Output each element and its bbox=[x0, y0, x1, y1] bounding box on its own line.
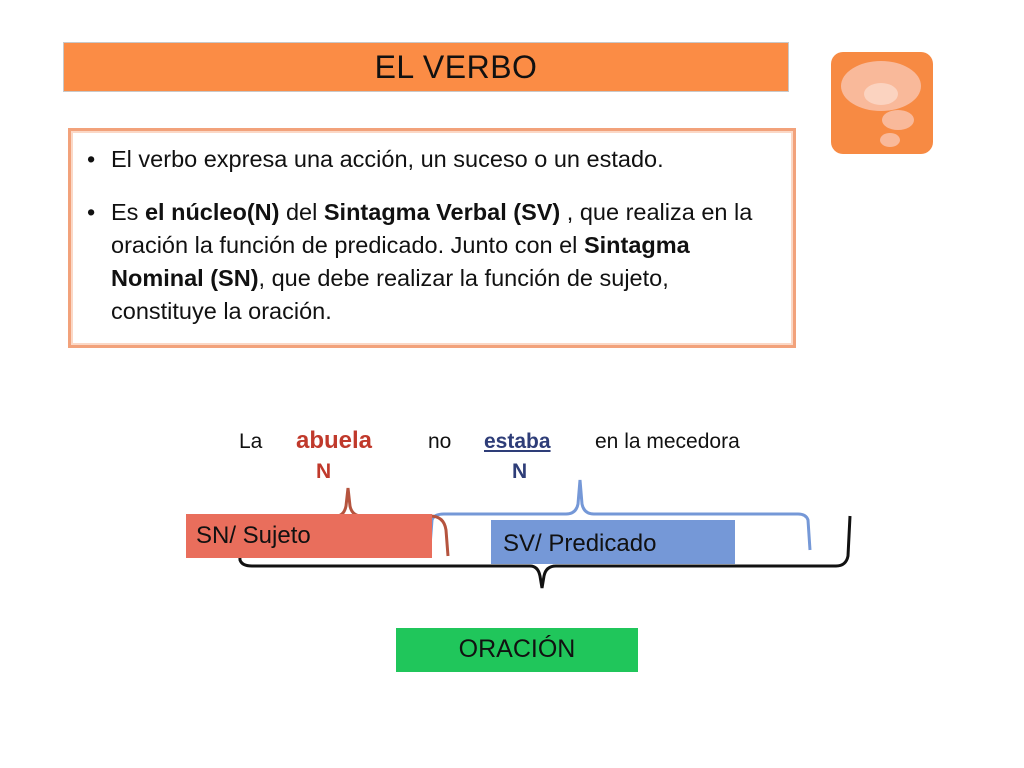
term-sintagma-verbal: Sintagma Verbal (SV) bbox=[323, 199, 561, 225]
sn-sujeto-box: SN/ Sujeto bbox=[186, 514, 432, 558]
nucleus-label-abuela: N bbox=[316, 460, 332, 483]
word-no: no bbox=[428, 430, 452, 453]
sv-predicado-box: SV/ Predicado bbox=[491, 520, 735, 564]
term-nucleo: el núcleo(N) bbox=[144, 199, 280, 225]
word-abuela: abuela bbox=[296, 427, 373, 454]
oracion-box: ORACIÓN bbox=[396, 628, 638, 672]
page-title: EL VERBO bbox=[374, 49, 538, 85]
term-sintagma-nominal: Sintagma Nominal (SN) bbox=[111, 232, 690, 291]
word-en-la-mecedora: en la mecedora bbox=[595, 430, 740, 453]
word-estaba: estaba bbox=[484, 430, 551, 453]
bullet-nucleus: • Es el núcleo(N) del Sintagma Verbal (SV) , que realiza en la oración la función de predicado. Junto con el Sintagma Nominal (SN), que debe realizar la función de sujeto, constituye la oración. bbox=[111, 196, 775, 328]
bullet-definition: • El verbo expresa una acción, un suceso o un estado. bbox=[111, 143, 775, 176]
word-la: La bbox=[239, 430, 263, 453]
nucleus-label-estaba: N bbox=[512, 460, 528, 483]
